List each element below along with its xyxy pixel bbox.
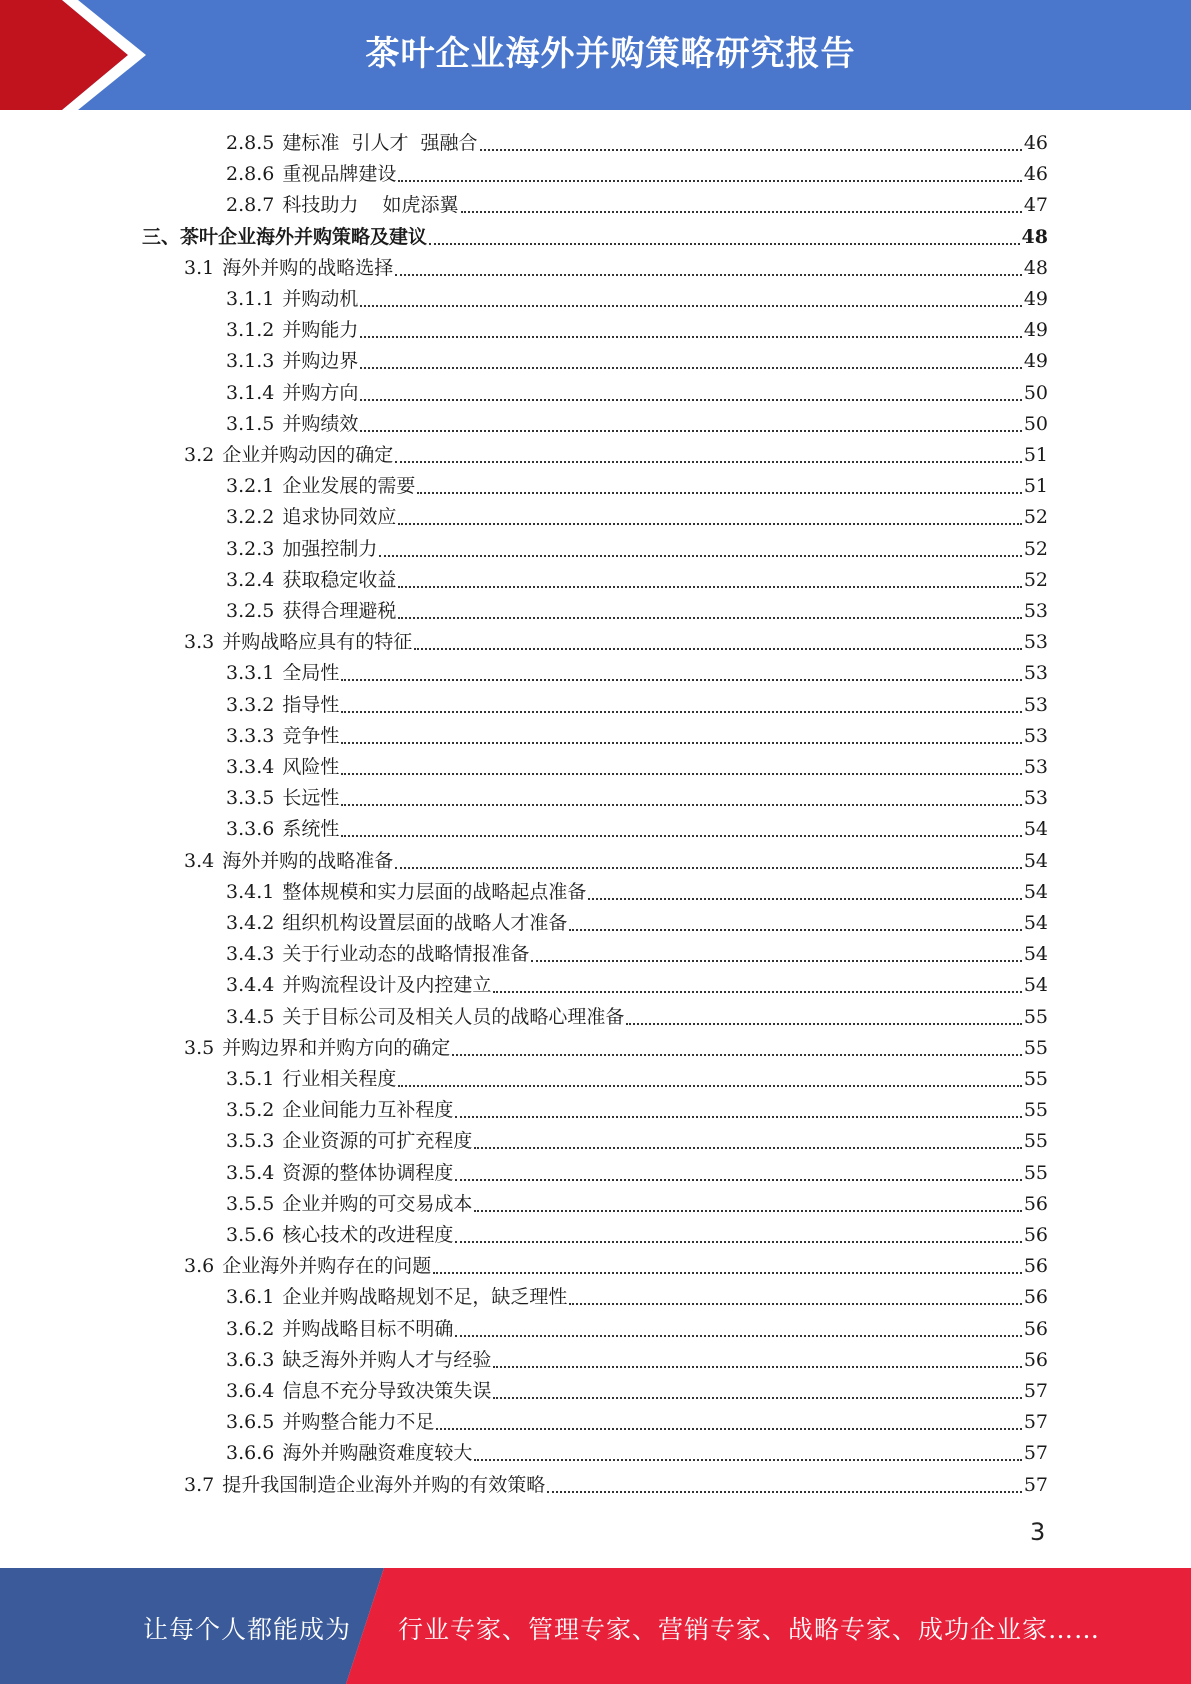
toc-dot-leader <box>341 803 1021 806</box>
toc-entry-page: 57 <box>1023 1380 1048 1402</box>
toc-entry-number: 3.5.4 <box>226 1161 275 1184</box>
toc-dot-leader <box>531 959 1021 962</box>
toc-entry-page: 54 <box>1023 818 1048 841</box>
toc-entry-title: 并购边界 <box>282 350 359 373</box>
toc-dot-leader <box>398 522 1021 525</box>
toc-entry-title: 科技助力 如虎添翼 <box>282 194 459 217</box>
toc-entry-title: 加强控制力 <box>282 537 378 560</box>
toc-entry-title: 并购能力 <box>282 319 359 342</box>
toc-entry-page: 56 <box>1023 1348 1048 1371</box>
toc-entry-title: 企业并购战略规划不足，缺乏理性 <box>282 1286 568 1309</box>
toc-entry-title: 整体规模和实力层面的战略起点准备 <box>282 880 587 903</box>
toc-entry-title: 企业资源的可扩充程度 <box>282 1130 473 1153</box>
toc-entry[interactable] <box>226 783 1048 814</box>
toc-entry-page: 51 <box>1023 475 1048 498</box>
toc-entry-number: 3.5.6 <box>226 1224 275 1246</box>
toc-entry-page: 55 <box>1023 1130 1048 1153</box>
toc-dot-leader <box>360 366 1021 369</box>
toc-entry[interactable] <box>226 1314 1048 1345</box>
toc-entry[interactable] <box>226 1220 1048 1251</box>
toc-entry-number: 3.3 <box>184 631 215 654</box>
toc-dot-leader <box>398 616 1021 619</box>
toc-entry[interactable] <box>184 1470 1048 1501</box>
toc-entry[interactable] <box>226 1376 1048 1407</box>
toc-entry-title: 企业并购的可交易成本 <box>282 1192 473 1215</box>
toc-entry[interactable] <box>184 846 1048 877</box>
toc-entry[interactable] <box>226 721 1048 752</box>
toc-entry[interactable] <box>226 1002 1048 1033</box>
toc-entry-number: 3.1.4 <box>226 381 275 404</box>
toc-entry-page: 48 <box>1021 225 1048 248</box>
toc-entry-title: 组织机构设置层面的战略人才准备 <box>282 912 568 934</box>
toc-dot-leader <box>341 678 1021 681</box>
toc-entry[interactable] <box>184 440 1048 471</box>
toc-entry-number: 3.4.1 <box>226 880 275 903</box>
toc-dot-leader <box>398 179 1021 182</box>
toc-dot-leader <box>569 1302 1021 1305</box>
toc-entry-page: 54 <box>1023 880 1048 903</box>
toc-entry[interactable] <box>184 627 1048 658</box>
toc-entry-title: 缺乏海外并购人才与经验 <box>282 1348 492 1371</box>
toc-entry-page: 56 <box>1023 1224 1048 1246</box>
toc-entry-title: 并购绩效 <box>282 412 359 435</box>
toc-entry[interactable] <box>226 471 1048 502</box>
toc-entry-number: 3.3.4 <box>226 756 275 778</box>
toc-entry-number: 3.3.1 <box>226 662 275 685</box>
toc-entry-title: 风险性 <box>282 756 340 778</box>
toc-dot-leader <box>433 1271 1022 1274</box>
toc-entry-page: 57 <box>1023 1411 1048 1434</box>
toc-entry-page: 52 <box>1023 506 1048 529</box>
toc-entry-title: 指导性 <box>282 693 340 716</box>
toc-dot-leader <box>360 398 1021 401</box>
toc-entry-title: 行业相关程度 <box>282 1068 397 1090</box>
toc-entry-page: 52 <box>1023 568 1048 591</box>
toc-dot-leader <box>569 928 1021 931</box>
toc-entry[interactable] <box>226 534 1048 565</box>
toc-dot-leader <box>417 491 1021 494</box>
toc-entry-title: 重视品牌建设 <box>282 163 397 186</box>
toc-entry-number: 3.3.6 <box>226 818 275 841</box>
toc-entry[interactable] <box>226 190 1048 221</box>
toc-entry[interactable] <box>226 596 1048 627</box>
toc-entry-title: 并购动机 <box>282 288 359 310</box>
toc-entry-title: 资源的整体协调程度 <box>282 1161 454 1184</box>
toc-entry-number: 2.8.7 <box>226 194 275 217</box>
toc-entry[interactable] <box>226 908 1048 939</box>
toc-entry-title: 企业并购动因的确定 <box>222 444 394 466</box>
toc-entry[interactable] <box>226 1407 1048 1438</box>
toc-entry-number: 3.7 <box>184 1473 215 1496</box>
toc-entry-title: 追求协同效应 <box>282 506 397 529</box>
toc-dot-leader <box>588 897 1021 900</box>
toc-entry[interactable] <box>226 346 1048 377</box>
toc-entry[interactable] <box>226 1064 1048 1095</box>
toc-entry-page: 54 <box>1023 974 1048 997</box>
toc-entry-title: 并购战略应具有的特征 <box>222 631 413 654</box>
footer-slogan-left: 让每个人都能成为 <box>143 1615 352 1644</box>
toc-dot-leader <box>455 1334 1021 1337</box>
toc-entry[interactable] <box>226 1095 1048 1126</box>
toc-entry-number: 3.6.3 <box>226 1348 275 1371</box>
toc-entry[interactable] <box>226 877 1048 908</box>
toc-entry-title: 关于目标公司及相关人员的战略心理准备 <box>282 1005 625 1028</box>
toc-entry[interactable] <box>226 1345 1048 1376</box>
toc-entry[interactable] <box>226 378 1048 409</box>
toc-entry-title: 信息不充分导致决策失误 <box>282 1380 492 1402</box>
toc-entry-title: 企业发展的需要 <box>282 475 416 498</box>
footer-slogan-right: 行业专家、管理专家、营销专家、战略专家、成功企业家…… <box>398 1615 1101 1644</box>
toc-entry-page: 57 <box>1023 1473 1048 1496</box>
toc-entry-page: 55 <box>1023 1099 1048 1122</box>
toc-entry-page: 54 <box>1023 849 1048 872</box>
toc-entry[interactable] <box>226 1158 1048 1189</box>
toc-entry-page: 53 <box>1023 724 1048 747</box>
toc-dot-leader <box>341 741 1021 744</box>
toc-dot-leader <box>398 585 1021 588</box>
toc-entry-page: 56 <box>1023 1286 1048 1309</box>
toc-entry-page: 47 <box>1023 194 1048 217</box>
toc-entry-page: 49 <box>1023 350 1048 373</box>
toc-entry-number: 3.5.2 <box>226 1099 275 1122</box>
toc-entry[interactable] <box>226 814 1048 845</box>
toc-dot-leader <box>341 710 1021 713</box>
toc-entry-page: 56 <box>1023 1192 1048 1215</box>
toc-entry-number: 3.4 <box>184 849 215 872</box>
toc-entry-page: 46 <box>1023 132 1048 154</box>
toc-entry-number: 3.4.5 <box>226 1005 275 1028</box>
toc-dot-leader <box>341 772 1021 775</box>
toc-entry-title: 长远性 <box>282 787 340 810</box>
toc-dot-leader <box>395 460 1022 463</box>
toc-entry[interactable] <box>226 502 1048 533</box>
toc-entry[interactable] <box>184 1251 1048 1282</box>
toc-entry[interactable] <box>184 1033 1048 1064</box>
toc-entry-title: 企业海外并购存在的问题 <box>222 1255 432 1278</box>
toc-dot-leader <box>474 1146 1021 1149</box>
toc-entry[interactable] <box>226 1189 1048 1220</box>
toc-entry-title: 获得合理避税 <box>282 600 397 622</box>
toc-dot-leader <box>429 242 1020 245</box>
toc-entry[interactable] <box>226 315 1048 346</box>
toc-dot-leader <box>395 273 1022 276</box>
toc-dot-leader <box>455 1240 1021 1243</box>
toc-entry-page: 54 <box>1023 912 1048 934</box>
toc-entry-number: 3.1.3 <box>226 350 275 373</box>
toc-entry-number: 3.2.2 <box>226 506 275 529</box>
toc-entry-number: 三、 <box>142 225 181 248</box>
toc-entry-page: 53 <box>1023 693 1048 716</box>
toc-entry-title: 海外并购的战略选择 <box>222 256 394 279</box>
toc-entry-page: 54 <box>1023 943 1048 966</box>
toc-entry[interactable] <box>226 970 1048 1001</box>
toc-entry-number: 3.6.1 <box>226 1286 275 1309</box>
toc-dot-leader <box>379 554 1021 557</box>
toc-entry-number: 3.5.5 <box>226 1192 275 1215</box>
toc-entry-page: 52 <box>1023 537 1048 560</box>
toc-dot-leader <box>414 647 1022 650</box>
toc-entry-number: 3.2.4 <box>226 568 275 591</box>
toc-entry-number: 3.2 <box>184 444 215 466</box>
toc-dot-leader <box>493 990 1021 993</box>
toc-entry-number: 3.2.3 <box>226 537 275 560</box>
toc-entry-page: 55 <box>1023 1036 1048 1059</box>
toc-entry[interactable] <box>226 128 1048 159</box>
toc-entry[interactable] <box>226 284 1048 315</box>
toc-entry[interactable] <box>226 159 1048 190</box>
toc-entry-page: 51 <box>1023 444 1048 466</box>
toc-entry-page: 56 <box>1023 1317 1048 1340</box>
toc-dot-leader <box>626 1022 1021 1025</box>
toc-dot-leader <box>341 834 1021 837</box>
toc-entry-page: 50 <box>1023 412 1048 435</box>
toc-dot-leader <box>436 1427 1021 1430</box>
toc-entry-title: 并购流程设计及内控建立 <box>282 974 492 997</box>
toc-entry[interactable] <box>226 1438 1048 1469</box>
toc-entry-title: 获取稳定收益 <box>282 568 397 591</box>
toc-entry-number: 3.4.3 <box>226 943 275 966</box>
toc-entry-number: 3.3.3 <box>226 724 275 747</box>
toc-entry-page: 56 <box>1023 1255 1048 1278</box>
toc-entry-number: 3.3.2 <box>226 693 275 716</box>
toc-entry-number: 3.4.4 <box>226 974 275 997</box>
toc-entry-number: 3.6.4 <box>226 1380 275 1402</box>
toc-entry-page: 57 <box>1023 1442 1048 1465</box>
toc-entry[interactable] <box>226 1126 1048 1157</box>
toc-dot-leader <box>452 1053 1022 1056</box>
toc-entry-title: 海外并购融资难度较大 <box>282 1442 473 1465</box>
page-footer <box>0 1568 1191 1684</box>
toc-dot-leader <box>395 866 1022 869</box>
toc-entry-page: 53 <box>1023 662 1048 685</box>
toc-dot-leader <box>547 1490 1022 1493</box>
toc-entry-page: 53 <box>1023 787 1048 810</box>
toc-entry[interactable] <box>226 409 1048 440</box>
toc-dot-leader <box>493 1396 1021 1399</box>
toc-entry-number: 3.6.6 <box>226 1442 275 1465</box>
toc-entry-page: 48 <box>1023 256 1048 279</box>
toc-entry-page: 55 <box>1023 1161 1048 1184</box>
toc-entry-page: 53 <box>1023 600 1048 622</box>
toc-entry[interactable] <box>226 752 1048 783</box>
toc-entry-title: 并购整合能力不足 <box>282 1411 435 1434</box>
toc-entry-title: 核心技术的改进程度 <box>282 1224 454 1246</box>
page-number: 3 <box>1030 1518 1046 1546</box>
toc-entry[interactable] <box>184 253 1048 284</box>
toc-entry-number: 3.4.2 <box>226 912 275 934</box>
toc-entry-number: 3.5.1 <box>226 1068 275 1090</box>
toc-entry-number: 3.1.2 <box>226 319 275 342</box>
toc-entry-title: 系统性 <box>282 818 340 841</box>
toc-entry-page: 53 <box>1023 631 1048 654</box>
toc-dot-leader <box>474 1209 1021 1212</box>
toc-entry-number: 3.2.1 <box>226 475 275 498</box>
toc-dot-leader <box>455 1178 1021 1181</box>
toc-entry-number: 3.6.2 <box>226 1317 275 1340</box>
toc-entry[interactable] <box>142 222 1048 253</box>
toc-entry-title: 海外并购的战略准备 <box>222 849 394 872</box>
toc-entry[interactable] <box>226 690 1048 721</box>
toc-dot-leader <box>360 429 1021 432</box>
toc-entry-title: 并购战略目标不明确 <box>282 1317 454 1340</box>
toc-dot-leader <box>480 148 1022 151</box>
toc-entry-page: 55 <box>1023 1068 1048 1090</box>
toc-entry-page: 46 <box>1023 163 1048 186</box>
toc-entry-title: 茶叶企业海外并购策略及建议 <box>180 225 428 248</box>
toc-entry-page: 50 <box>1023 381 1048 404</box>
toc-entry[interactable] <box>226 939 1048 970</box>
toc-entry-page: 49 <box>1023 288 1048 310</box>
toc-entry-title: 竞争性 <box>282 724 340 747</box>
toc-entry-number: 3.3.5 <box>226 787 275 810</box>
toc-dot-leader <box>360 304 1021 307</box>
toc-entry-number: 3.1.1 <box>226 288 275 310</box>
toc-entry-title: 并购边界和并购方向的确定 <box>222 1036 451 1059</box>
toc-entry-title: 关于行业动态的战略情报准备 <box>282 943 530 966</box>
page-header <box>0 0 1191 110</box>
toc-entry-number: 3.5.3 <box>226 1130 275 1153</box>
toc-entry-page: 53 <box>1023 756 1048 778</box>
toc-dot-leader <box>455 1115 1021 1118</box>
toc-entry-number: 2.8.6 <box>226 163 275 186</box>
toc-entry-title: 企业间能力互补程度 <box>282 1099 454 1122</box>
toc-dot-leader <box>461 210 1022 213</box>
toc-entry-number: 3.1.5 <box>226 412 275 435</box>
toc-entry-number: 3.5 <box>184 1036 215 1059</box>
toc-dot-leader <box>398 1084 1021 1087</box>
toc-dot-leader <box>493 1365 1021 1368</box>
toc-entry[interactable] <box>226 1282 1048 1313</box>
toc-entry-title: 全局性 <box>282 662 340 685</box>
report-title: 茶叶企业海外并购策略研究报告 <box>365 34 856 74</box>
toc-entry-page: 49 <box>1023 319 1048 342</box>
toc-entry-number: 3.6.5 <box>226 1411 275 1434</box>
toc-entry[interactable] <box>226 658 1048 689</box>
toc-entry[interactable] <box>226 565 1048 596</box>
toc-entry-title: 提升我国制造企业海外并购的有效策略 <box>222 1473 546 1496</box>
toc-dot-leader <box>360 335 1021 338</box>
toc-entry-number: 3.1 <box>184 256 215 279</box>
toc-entry-page: 55 <box>1023 1005 1048 1028</box>
toc-entry-number: 3.2.5 <box>226 600 275 622</box>
toc-entry-title: 并购方向 <box>282 381 359 404</box>
toc-entry-number: 3.6 <box>184 1255 215 1278</box>
toc-dot-leader <box>474 1458 1021 1461</box>
toc-entry-title: 建标准 引人才 强融合 <box>282 132 478 154</box>
toc-entry-number: 2.8.5 <box>226 132 275 154</box>
